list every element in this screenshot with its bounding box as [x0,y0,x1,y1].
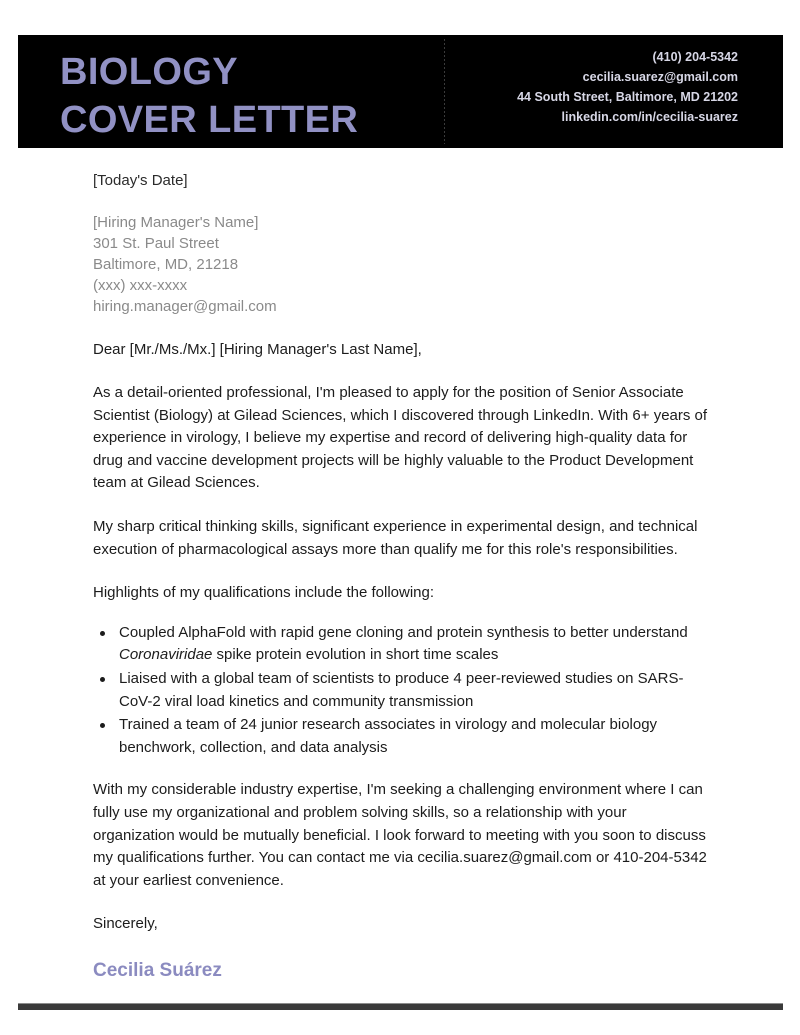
bullet-dot-icon [100,723,105,728]
list-item [93,622,711,667]
sign-off: Sincerely, [93,915,158,933]
list-item-text-before: Coupled AlphaFold with rapid gene cloning and protein synthesis to better understand [119,623,688,641]
list-item-text-after: spike protein evolution in short time scales [212,646,499,664]
contact-email: cecilia.suarez@gmail.com [582,70,738,84]
recipient-city: Baltimore, MD, 21218 [93,256,239,273]
footer-bar [18,1003,783,1010]
recipient-email: hiring.manager@gmail.com [93,298,277,315]
page-title-line-1: BIOLOGY [60,51,239,93]
closing-paragraph: With my considerable industry expertise, I'm seeking a challenging environment where I can fully use my organizational and problem solving skills, so a relationship with your organization would be mutually beneficial. I look forward to meeting with you soon to discuss my qualifications further. You can contact me via cecilia.suarez@gmail.com or 410-204-5342 at your earliest convenience. [93,781,707,889]
list-item-text-italic: Coronaviridae [119,646,213,664]
salutation: Dear [Mr./Ms./Mx.] [Hiring Manager's Last Name], [93,341,422,358]
body-paragraph-1: As a detail-oriented professional, I'm pleased to apply for the position of Senior Associate Scientist (Biology) at Gilead Sciences, which I discovered through LinkedIn. With 6+ years of experience in virology, I believe my expertise and record of delivering high-quality data for drug and vaccine development projects will be highly valuable to the Product Development team at Gilead Sciences. [93,384,708,492]
list-item-text-before: Trained a team of 24 junior research associates in virology and molecular biology benchwork, collection, and data analysis [119,716,658,756]
bullet-dot-icon [100,677,105,682]
letter-date: [Today's Date] [93,172,188,189]
recipient-name: [Hiring Manager's Name] [93,214,259,231]
contact-linkedin: linkedin.com/in/cecilia-suarez [561,110,738,124]
qualifications-list [93,622,711,760]
body-paragraph-2: My sharp critical thinking skills, significant experience in experimental design, and technical execution of pharmacological assays more than qualify me for this role's responsibilities. [93,517,698,558]
recipient-street: 301 St. Paul Street [93,235,219,252]
list-item [93,714,711,759]
contact-address: 44 South Street, Baltimore, MD 21202 [517,90,738,104]
contact-phone: (410) 204-5342 [652,50,738,64]
letterhead-banner [18,35,783,148]
contact-info-block [445,35,783,148]
list-item [93,668,711,713]
letter-body [93,170,711,984]
list-item-text-before: Liaised with a global team of scientists to produce 4 peer-reviewed studies on SARS-CoV-2 viral load kinetics and community transmission [119,669,684,710]
qualifications-intro: Highlights of my qualifications include the following: [93,584,435,602]
recipient-address-block [93,212,711,317]
recipient-phone: (xxx) xxx-xxxx [93,277,188,294]
document-title-block [18,35,444,148]
signature-name: Cecilia Suárez [93,959,222,981]
page-title-line-2: COVER LETTER [60,99,359,141]
bullet-dot-icon [100,631,105,636]
